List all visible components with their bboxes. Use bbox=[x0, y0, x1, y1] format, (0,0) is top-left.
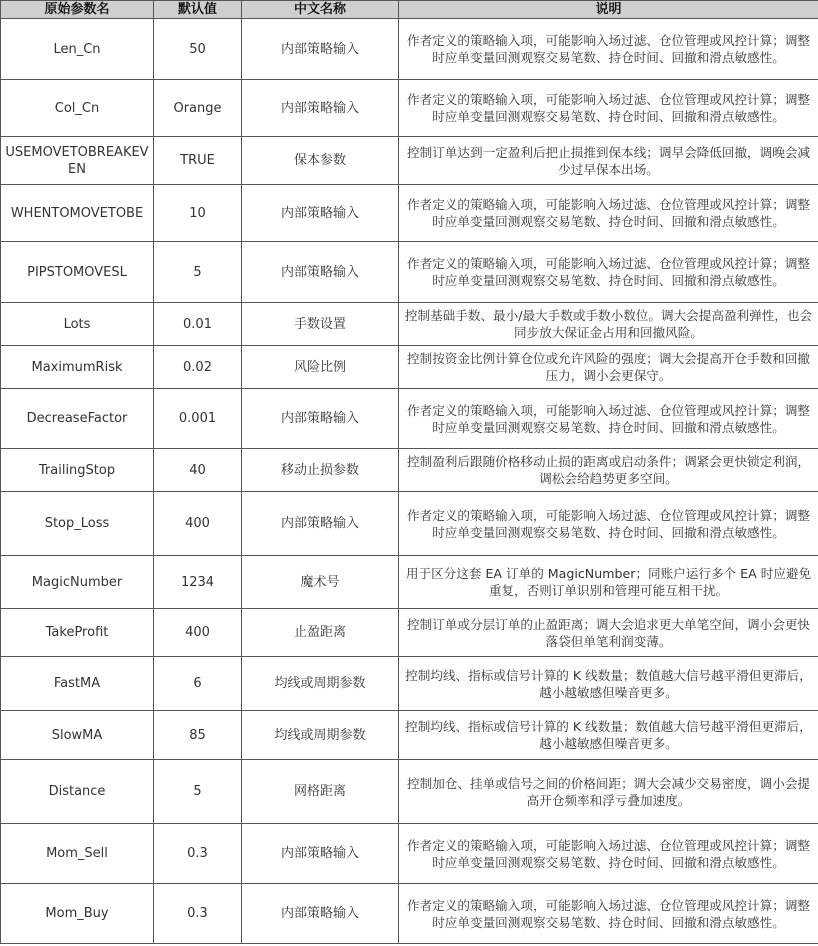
param-description: 作者定义的策略输入项，可能影响入场过滤、仓位管理或风控计算；调整时应单变量回测观察交易笔数、持仓时间、回撤和滑点敏感性。 bbox=[399, 492, 818, 556]
table-row bbox=[1, 137, 818, 185]
table-row bbox=[1, 449, 818, 492]
header-chinese-name: 中文名称 bbox=[242, 1, 399, 19]
param-cn-name: 内部策略输入 bbox=[242, 242, 399, 303]
table-row bbox=[1, 303, 818, 346]
param-cn-name: 风险比例 bbox=[242, 346, 399, 389]
param-cn-name: 内部策略输入 bbox=[242, 389, 399, 449]
param-name: Col_Cn bbox=[1, 80, 154, 137]
param-name: Distance bbox=[1, 760, 154, 824]
param-description: 作者定义的策略输入项，可能影响入场过滤、仓位管理或风控计算；调整时应单变量回测观察交易笔数、持仓时间、回撤和滑点敏感性。 bbox=[399, 19, 818, 80]
table-row bbox=[1, 884, 818, 944]
param-name: Len_Cn bbox=[1, 19, 154, 80]
param-description: 作者定义的策略输入项，可能影响入场过滤、仓位管理或风控计算；调整时应单变量回测观察交易笔数、持仓时间、回撤和滑点敏感性。 bbox=[399, 884, 818, 944]
param-default: 10 bbox=[154, 185, 242, 242]
table-row bbox=[1, 556, 818, 609]
table-row bbox=[1, 346, 818, 389]
param-default: TRUE bbox=[154, 137, 242, 185]
param-name: PIPSTOMOVESL bbox=[1, 242, 154, 303]
table-row bbox=[1, 389, 818, 449]
table-row bbox=[1, 760, 818, 824]
table-row bbox=[1, 242, 818, 303]
param-cn-name: 移动止损参数 bbox=[242, 449, 399, 492]
param-cn-name: 均线或周期参数 bbox=[242, 657, 399, 711]
header-original-name: 原始参数名 bbox=[1, 1, 154, 19]
param-description: 控制基础手数、最小/最大手数或手数小数位。调大会提高盈利弹性，也会同步放大保证金占用和回撤风险。 bbox=[399, 303, 818, 346]
param-description: 作者定义的策略输入项，可能影响入场过滤、仓位管理或风控计算；调整时应单变量回测观察交易笔数、持仓时间、回撤和滑点敏感性。 bbox=[399, 80, 818, 137]
param-description: 控制订单或分层订单的止盈距离；调大会追求更大单笔空间，调小会更快落袋但单笔利润变薄。 bbox=[399, 609, 818, 657]
header-default-value: 默认值 bbox=[154, 1, 242, 19]
param-name: TakeProfit bbox=[1, 609, 154, 657]
param-default: 400 bbox=[154, 609, 242, 657]
param-default: 40 bbox=[154, 449, 242, 492]
param-default: 5 bbox=[154, 242, 242, 303]
param-cn-name: 止盈距离 bbox=[242, 609, 399, 657]
param-default: 0.001 bbox=[154, 389, 242, 449]
table-row bbox=[1, 824, 818, 884]
table-row bbox=[1, 492, 818, 556]
param-description: 控制盈利后跟随价格移动止损的距离或启动条件；调紧会更快锁定利润，调松会给趋势更多空间。 bbox=[399, 449, 818, 492]
param-name: Mom_Buy bbox=[1, 884, 154, 944]
table-row bbox=[1, 185, 818, 242]
param-name: SlowMA bbox=[1, 711, 154, 760]
param-name: WHENTOMOVETOBE bbox=[1, 185, 154, 242]
param-description: 用于区分这套 EA 订单的 MagicNumber；同账户运行多个 EA 时应避免重复，否则订单识别和管理可能互相干扰。 bbox=[399, 556, 818, 609]
param-name: Stop_Loss bbox=[1, 492, 154, 556]
param-description: 控制订单达到一定盈利后把止损推到保本线；调早会降低回撤，调晚会减少过早保本出场。 bbox=[399, 137, 818, 185]
table-row bbox=[1, 80, 818, 137]
param-name: Lots bbox=[1, 303, 154, 346]
header-description: 说明 bbox=[399, 1, 818, 19]
param-default: 5 bbox=[154, 760, 242, 824]
param-description: 控制均线、指标或信号计算的 K 线数量；数值越大信号越平滑但更滞后，越小越敏感但噪音更多。 bbox=[399, 711, 818, 760]
param-cn-name: 网格距离 bbox=[242, 760, 399, 824]
param-name: MagicNumber bbox=[1, 556, 154, 609]
param-default: Orange bbox=[154, 80, 242, 137]
param-default: 0.02 bbox=[154, 346, 242, 389]
param-cn-name: 魔术号 bbox=[242, 556, 399, 609]
param-cn-name: 内部策略输入 bbox=[242, 19, 399, 80]
param-default: 400 bbox=[154, 492, 242, 556]
param-cn-name: 手数设置 bbox=[242, 303, 399, 346]
param-description: 控制均线、指标或信号计算的 K 线数量；数值越大信号越平滑但更滞后，越小越敏感但噪音更多。 bbox=[399, 657, 818, 711]
param-description: 作者定义的策略输入项，可能影响入场过滤、仓位管理或风控计算；调整时应单变量回测观察交易笔数、持仓时间、回撤和滑点敏感性。 bbox=[399, 185, 818, 242]
param-description: 作者定义的策略输入项，可能影响入场过滤、仓位管理或风控计算；调整时应单变量回测观察交易笔数、持仓时间、回撤和滑点敏感性。 bbox=[399, 389, 818, 449]
param-cn-name: 均线或周期参数 bbox=[242, 711, 399, 760]
table-row bbox=[1, 609, 818, 657]
param-default: 1234 bbox=[154, 556, 242, 609]
table-row bbox=[1, 657, 818, 711]
param-name: MaximumRisk bbox=[1, 346, 154, 389]
param-default: 0.3 bbox=[154, 884, 242, 944]
param-description: 作者定义的策略输入项，可能影响入场过滤、仓位管理或风控计算；调整时应单变量回测观察交易笔数、持仓时间、回撤和滑点敏感性。 bbox=[399, 824, 818, 884]
param-default: 85 bbox=[154, 711, 242, 760]
param-name: FastMA bbox=[1, 657, 154, 711]
param-name: Mom_Sell bbox=[1, 824, 154, 884]
param-default: 6 bbox=[154, 657, 242, 711]
param-cn-name: 内部策略输入 bbox=[242, 824, 399, 884]
table-row bbox=[1, 19, 818, 80]
param-default: 0.01 bbox=[154, 303, 242, 346]
param-name: TrailingStop bbox=[1, 449, 154, 492]
param-default: 0.3 bbox=[154, 824, 242, 884]
param-cn-name: 内部策略输入 bbox=[242, 884, 399, 944]
param-cn-name: 保本参数 bbox=[242, 137, 399, 185]
param-cn-name: 内部策略输入 bbox=[242, 185, 399, 242]
param-name: USEMOVETOBREAKEVEN bbox=[1, 137, 154, 185]
param-description: 控制按资金比例计算仓位或允许风险的强度；调大会提高开仓手数和回撤压力，调小会更保守。 bbox=[399, 346, 818, 389]
param-name: DecreaseFactor bbox=[1, 389, 154, 449]
param-description: 作者定义的策略输入项，可能影响入场过滤、仓位管理或风控计算；调整时应单变量回测观察交易笔数、持仓时间、回撤和滑点敏感性。 bbox=[399, 242, 818, 303]
table-row bbox=[1, 711, 818, 760]
table-header-row bbox=[1, 1, 818, 19]
param-cn-name: 内部策略输入 bbox=[242, 492, 399, 556]
param-default: 50 bbox=[154, 19, 242, 80]
param-cn-name: 内部策略输入 bbox=[242, 80, 399, 137]
param-description: 控制加仓、挂单或信号之间的价格间距；调大会减少交易密度，调小会提高开仓频率和浮亏叠加速度。 bbox=[399, 760, 818, 824]
